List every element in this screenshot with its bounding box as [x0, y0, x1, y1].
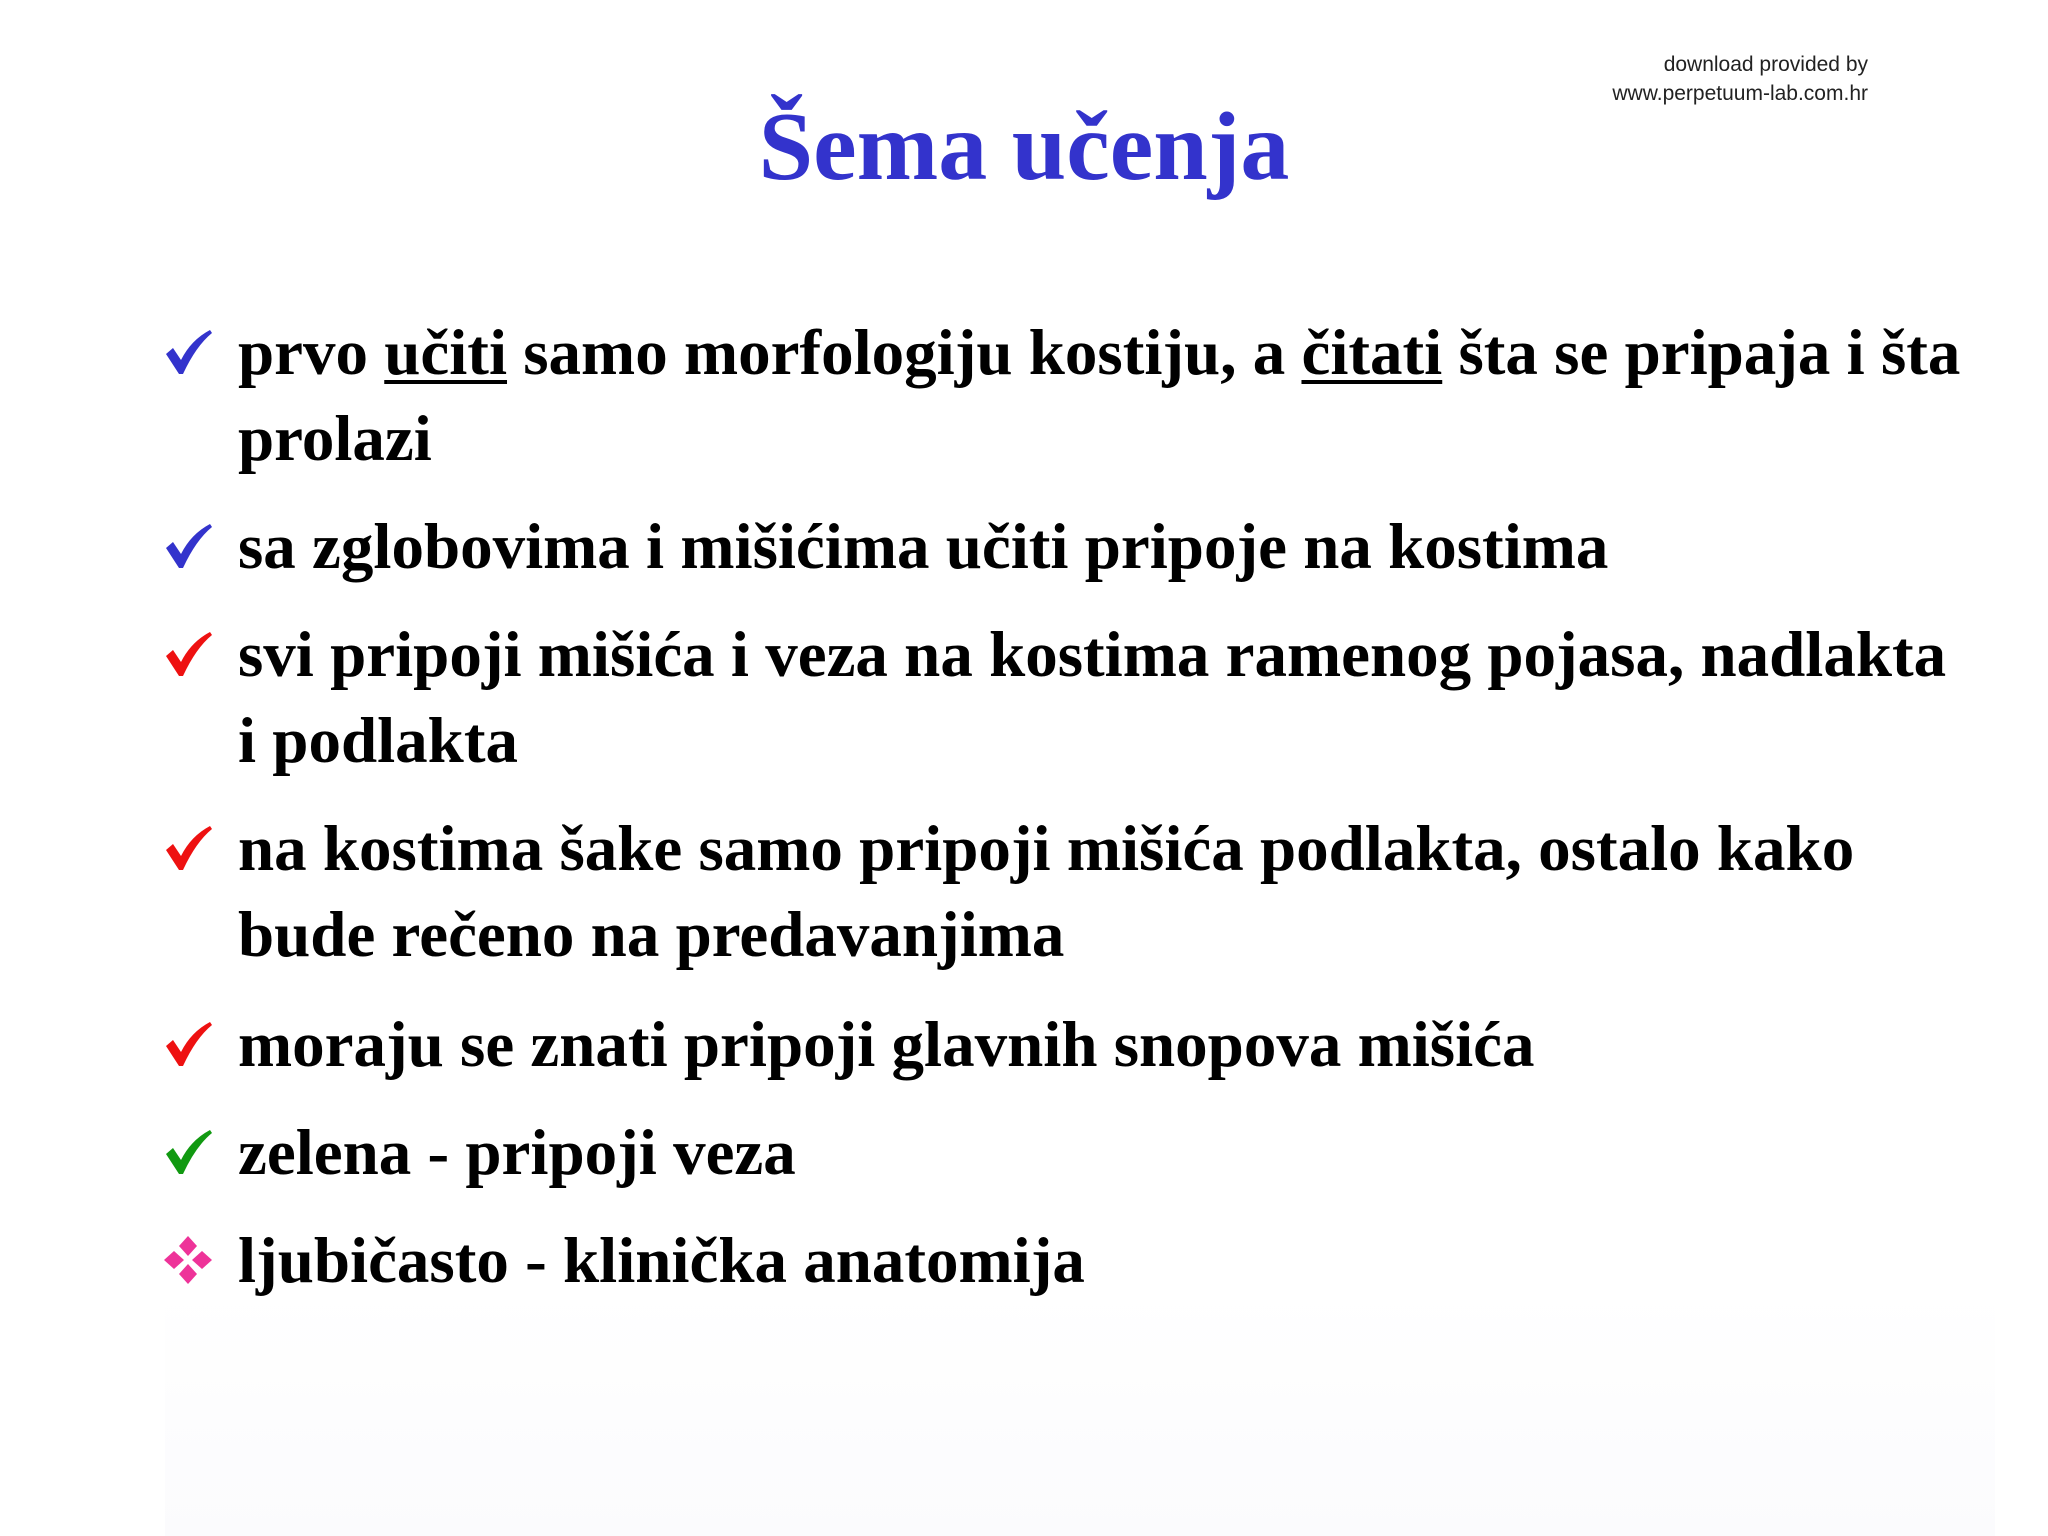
watermark-line-2: www.perpetuum-lab.com.hr: [1612, 82, 1868, 105]
bullet-text-segment: prvo: [238, 317, 385, 389]
check-icon: [160, 518, 216, 574]
check-icon: [160, 626, 216, 682]
bullet-text: moraju se znati pripoji glavnih snopova mišića: [238, 1009, 1535, 1081]
bullet-item: [160, 612, 1980, 784]
bullet-text-segment: samo morfologiju kostiju, a: [507, 317, 1302, 389]
check-icon: [160, 1016, 216, 1072]
bullet-text: na kostima šake samo pripoji mišića podlakta, ostalo kako bude rečeno na predavanjima: [238, 813, 1855, 971]
bullet-text: zelena - pripoji veza: [238, 1117, 796, 1189]
bullet-list: [160, 310, 1980, 1304]
underlined-word-citati: čitati: [1301, 317, 1443, 389]
underlined-word-uciti: učiti: [384, 317, 508, 389]
four-diamond-icon: [160, 1232, 216, 1288]
bullet-item: [160, 806, 1980, 978]
slide-title: Šema učenja: [758, 93, 1290, 201]
bullet-text: sa zglobovima i mišićima učiti pripoje na kostima: [238, 511, 1609, 583]
bullet-text: svi pripoji mišića i veza na kostima ramenog pojasa, nadlakta i podlakta: [238, 619, 1947, 777]
check-icon: [160, 820, 216, 876]
bullet-item: [160, 1002, 1980, 1088]
bullet-item: [160, 310, 1980, 482]
watermark-line-1: download provided by: [1663, 53, 1868, 76]
bullet-text: ljubičasto - klinička anatomija: [238, 1225, 1085, 1297]
slide-background-tint: [165, 1290, 1995, 1536]
bullet-item: [160, 504, 1980, 590]
bullet-text-segment: šta se pripaja i šta prolazi: [238, 317, 1961, 475]
check-icon: [160, 1124, 216, 1180]
bullet-item: [160, 1110, 1980, 1196]
check-icon: [160, 324, 216, 380]
bullet-item: [160, 1218, 1980, 1304]
